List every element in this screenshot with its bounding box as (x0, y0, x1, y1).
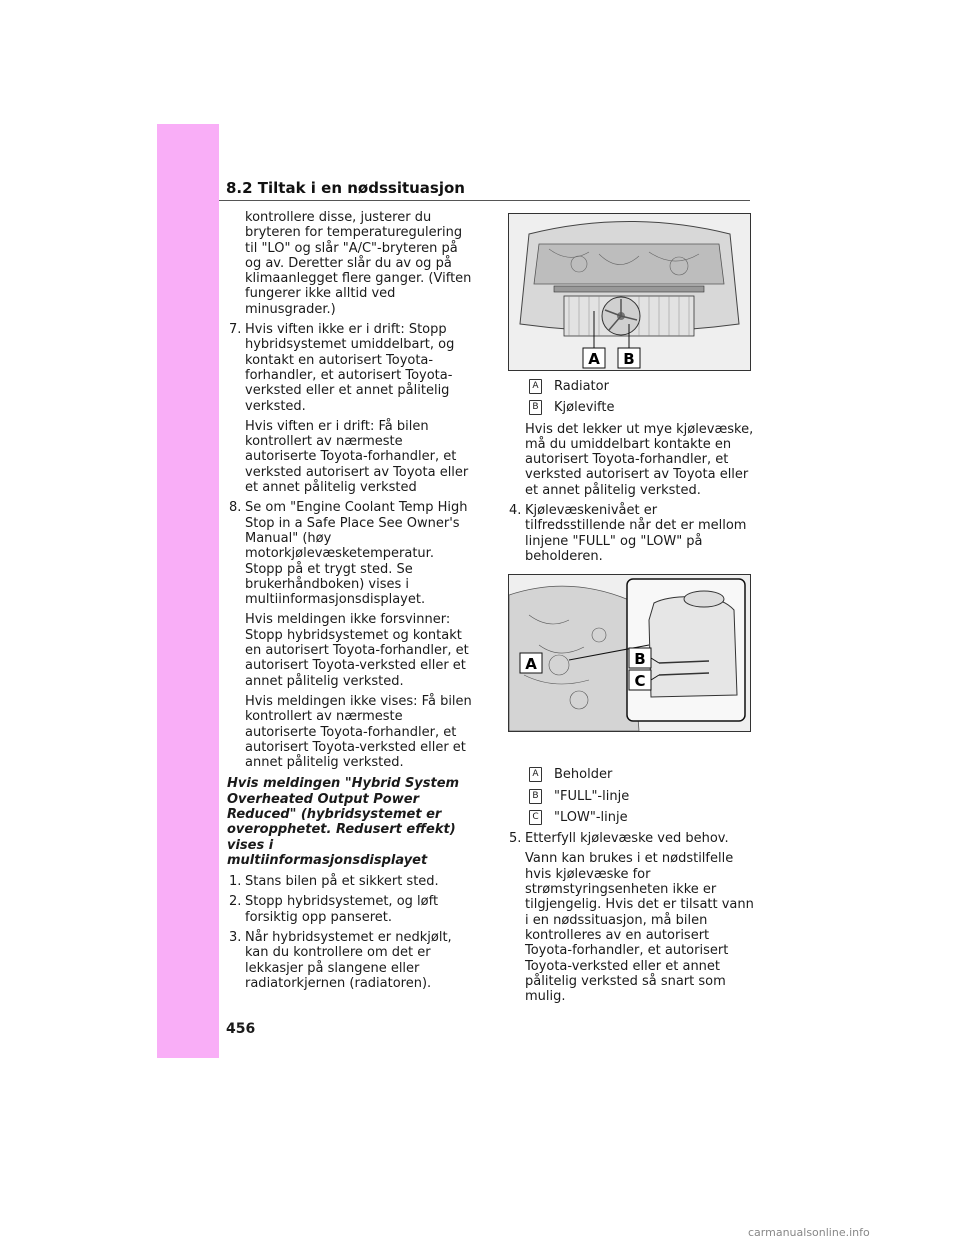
right-column (509, 379, 754, 1009)
legend-key: B (529, 789, 542, 804)
step-text: Se om "Engine Coolant Temp High Stop in a Safe Place See Owner's Manual" (høy motorkjølevæsketemperatur. Stopp på et trygt sted. Se brukerhåndboken) vises i multiinformasjonsdisplayet. (245, 500, 468, 608)
figure-label-b: B (634, 650, 646, 668)
substep-3 (229, 930, 474, 991)
legend-item (529, 767, 754, 782)
step-number: 2. (229, 894, 242, 910)
subsection-heading: Hvis meldingen "Hybrid System Overheated Output Power Reduced" (hybridsystemet er overopphetet. Redusert effekt) vises i multiinformasjonsdisplayet (227, 776, 460, 868)
step-8-note-1: Hvis meldingen ikke forsvinner: Stopp hybridsystemet og kontakt en autorisert Toyota-forhandler, et autorisert Toyota-verksted eller et annet pålitelig verksted. (245, 612, 469, 689)
step-number: 4. (509, 503, 522, 519)
step-number: 1. (229, 874, 242, 890)
step-number: 7. (229, 322, 242, 338)
chapter-tab-band (157, 124, 219, 1058)
legend-text: Kjølevifte (554, 400, 615, 416)
left-column (229, 210, 474, 996)
legend-key: A (529, 379, 542, 394)
legend-key: C (529, 810, 542, 825)
substep-1 (229, 874, 474, 889)
step-text: Kjølevæskenivået er tilfredsstillende når det er mellom linjene "FULL" og "LOW" på beholderen. (525, 503, 747, 564)
header-rule (219, 200, 750, 201)
figure-label-a: A (588, 350, 600, 368)
step-text: Hvis viften ikke er i drift: Stopp hybridsystemet umiddelbart, og kontakt en autorisert Toyota-forhandler, et autorisert Toyota-verksted eller et annet pålitelig verksted. (245, 322, 455, 414)
radiator-illustration (509, 214, 750, 370)
radiator-figure (508, 213, 751, 371)
step-text: Når hybridsystemet er nedkjølt, kan du kontrollere om det er lekkasjer på slangene eller radiatorkjernen (radiatoren). (245, 930, 452, 991)
step-7 (229, 322, 474, 414)
step-number: 8. (229, 500, 242, 516)
figure-label-a: A (525, 655, 537, 673)
step-4 (509, 503, 754, 564)
page-number: 456 (226, 1021, 256, 1037)
step-8-note-2: Hvis meldingen ikke vises: Få bilen kontrollert av nærmeste autoriserte Toyota-forhandler, et autorisert Toyota-verksted eller et annet pålitelig verksted. (245, 693, 472, 771)
legend-text: "FULL"-linje (554, 788, 630, 804)
section-header: 8.2 Tiltak i en nødssituasjon (226, 179, 465, 197)
intro-paragraph: kontrollere disse, justerer du bryteren for temperaturegulering til "LO" og slår "A/C"-bryteren på og av. Deretter slår du av og på klimaanlegget flere ganger. (Viften fungerer ikke alltid ved minusgrader.) (245, 210, 472, 317)
legend-text: Beholder (554, 767, 613, 783)
legend-item (529, 379, 754, 394)
step-number: 3. (229, 930, 242, 946)
legend-item (529, 810, 754, 825)
legend-key: A (529, 767, 542, 782)
step-text: Stans bilen på et sikkert sted. (245, 874, 439, 890)
legend-item (529, 400, 754, 415)
figure-label-b: B (623, 350, 635, 368)
site-watermark: carmanualsonline.info (748, 1226, 870, 1239)
legend-text: Radiator (554, 379, 609, 394)
step-5-note: Vann kan brukes i et nødstilfelle hvis kjølevæske for strømstyringsenheten ikke er tilgjengelig. Hvis det er tilsatt vann i en nødssituasjon, må bilen kontrolleres av en autorisert Toyota-forhandler, et autorisert Toyota-verksted eller et annet pålitelig verksted så snart som mulig. (525, 851, 754, 1005)
step-text: Etterfyll kjølevæske ved behov. (525, 831, 729, 847)
step-5 (509, 831, 754, 846)
legend-key: B (529, 400, 542, 415)
step-7-note: Hvis viften er i drift: Få bilen kontrollert av nærmeste autoriserte Toyota-forhandler, et verksted autorisert av Toyota eller et annet pålitelig verksted (245, 418, 469, 496)
step-8 (229, 500, 474, 607)
figure-label-c: C (634, 672, 646, 690)
legend-item (529, 789, 754, 804)
step-text: Stopp hybridsystemet, og løft forsiktig opp panseret. (245, 894, 439, 925)
legend-text: "LOW"-linje (554, 809, 628, 825)
leak-paragraph: Hvis det lekker ut mye kjølevæske, må du umiddelbart kontakte en autorisert Toyota-forhandler, et verksted autorisert av Toyota eller et annet pålitelig verksted. (525, 421, 754, 498)
figure-spacer (509, 569, 754, 767)
substep-2 (229, 894, 474, 925)
step-number: 5. (509, 831, 522, 847)
